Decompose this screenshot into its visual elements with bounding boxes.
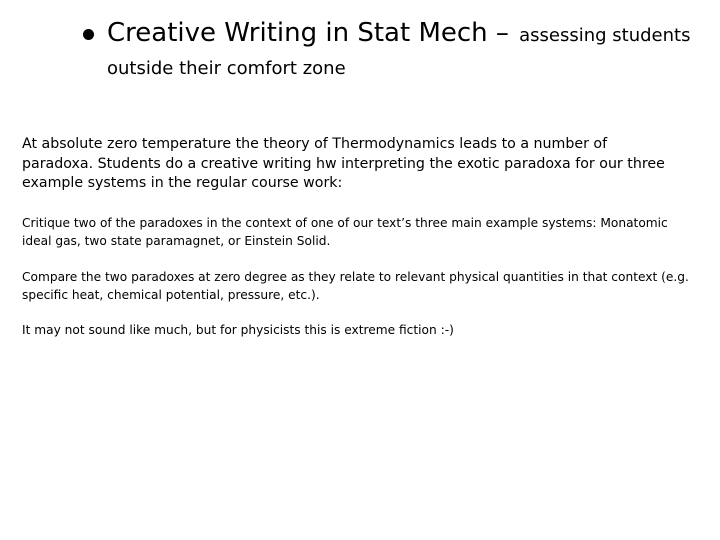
slide-title <box>107 12 712 84</box>
paragraph-critique: Critique two of the paradoxes in the context of one of our text’s three main example systems: Monatomic ideal gas, two state paramagnet, or Einstein Solid. <box>22 216 668 248</box>
title-sub: assessing students <box>519 25 691 46</box>
intro-paragraph: At absolute zero temperature the theory of Thermodynamics leads to a number of paradoxa. Students do a creative writing hw interpreting the exotic paradoxa for our three example systems in the regular course work: <box>22 136 665 191</box>
title-main: Creative Writing in Stat Mech – <box>107 18 509 48</box>
bullet-dot-icon <box>83 29 94 40</box>
paragraph-compare: Compare the two paradoxes at zero degree as they relate to relevant physical quantities in that context (e.g. specific heat, chemical potential, pressure, etc.). <box>22 270 689 302</box>
title-line2: outside their comfort zone <box>107 58 346 79</box>
paragraph-fiction: It may not sound like much, but for physicists this is extreme fiction :-) <box>22 323 454 337</box>
